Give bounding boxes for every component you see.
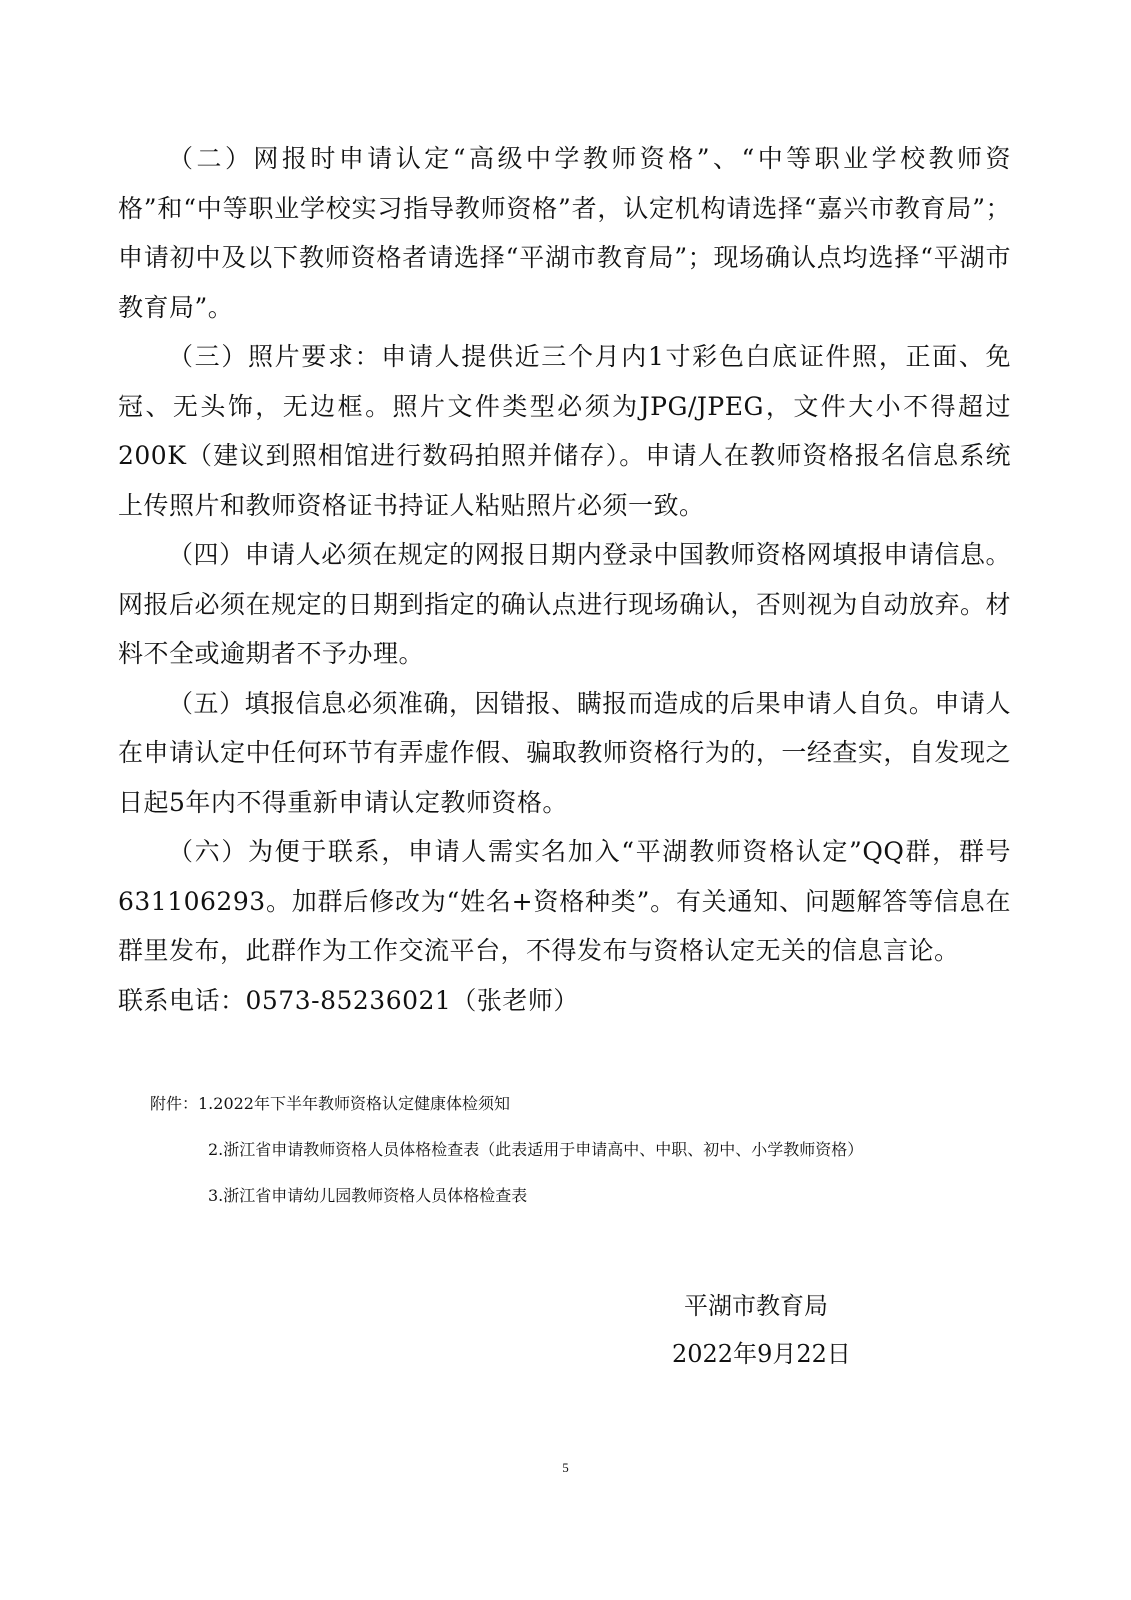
paragraph-6: （六）为便于联系，申请人需实名加入“平湖教师资格认定”QQ群，群号631106293。加群后修改为“姓名+资格种类”。有关通知、问题解答等信息在群里发布，此群作为工作交流平台，不得发布与资格认定无关的信息言论。 <box>118 837 1011 965</box>
attachment-item-2: 2.浙江省申请教师资格人员体格检查表（此表适用于申请高中、中职、初中、小学教师资格） <box>208 1140 864 1159</box>
document-body <box>118 134 1011 1025</box>
page-number: 5 <box>562 1460 569 1475</box>
signature-date: 2022年9月22日 <box>672 1340 851 1368</box>
signature-organization: 平湖市教育局 <box>684 1292 828 1320</box>
paragraph-2: （二）网报时申请认定“高级中学教师资格”、“中等职业学校教师资格”和“中等职业学校实习指导教师资格”者，认定机构请选择“嘉兴市教育局”；申请初中及以下教师资格者请选择“平湖市教育局”；现场确认点均选择“平湖市教育局”。 <box>118 144 1011 322</box>
paragraph-4: （四）申请人必须在规定的网报日期内登录中国教师资格网填报申请信息。网报后必须在规定的日期到指定的确认点进行现场确认，否则视为自动放弃。材料不全或逾期者不予办理。 <box>118 540 1011 668</box>
attachment-item-1: 附件：1.2022年下半年教师资格认定健康体检须知 <box>150 1094 510 1113</box>
paragraph-3: （三）照片要求：申请人提供近三个月内1寸彩色白底证件照，正面、免冠、无头饰，无边框。照片文件类型必须为JPG/JPEG，文件大小不得超过200K（建议到照相馆进行数码拍照并储存）。申请人在教师资格报名信息系统上传照片和教师资格证书持证人粘贴照片必须一致。 <box>118 342 1011 520</box>
signature-block <box>672 1282 932 1378</box>
paragraph-5: （五）填报信息必须准确，因错报、瞒报而造成的后果申请人自负。申请人在申请认定中任何环节有弄虚作假、骗取教师资格行为的，一经查实，自发现之日起5年内不得重新申请认定教师资格。 <box>118 688 1011 817</box>
attachment-item-3: 3.浙江省申请幼儿园教师资格人员体格检查表 <box>208 1186 528 1205</box>
contact-phone: 联系电话：0573-85236021（张老师） <box>118 985 579 1015</box>
attachments-list <box>150 1081 1050 1219</box>
